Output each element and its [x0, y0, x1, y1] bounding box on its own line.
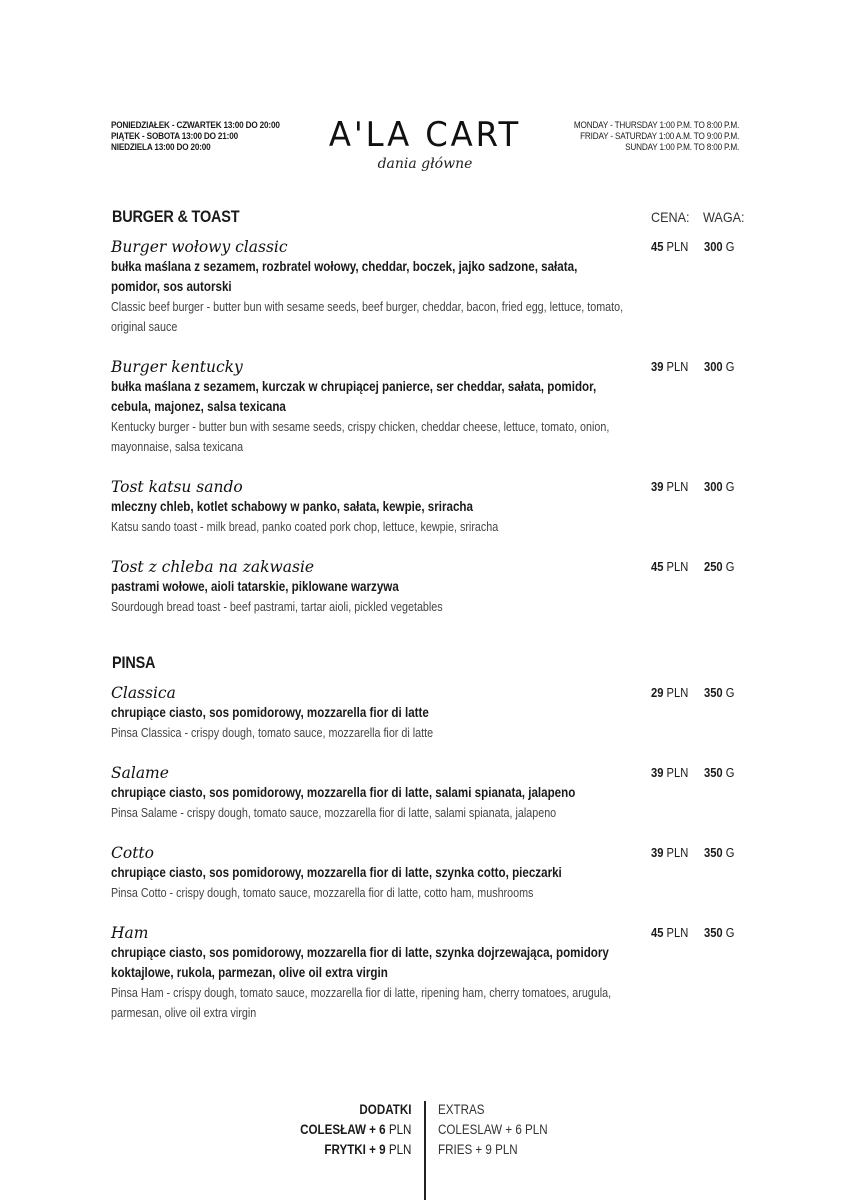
item-description-pl: bułka maślana z sezamem, kurczak w chrupiącej panierce, ser cheddar, sałata, pomidor, cebula, majonez, salsa texicana [111, 379, 597, 414]
extras-title-pl: DODATKI [358, 1102, 411, 1117]
item-description-pl: mleczny chleb, kotlet schabowy w panko, sałata, kewpie, sriracha [111, 499, 473, 514]
hours-line: PIĄTEK - SOBOTA 13:00 DO 21:00 [111, 131, 238, 142]
extra-item: COLESLAW + 6 PLN [438, 1122, 548, 1137]
menu-item [111, 923, 631, 1023]
item-description-en: Classic beef burger - butter bun with sesame seeds, beef burger, cheddar, bacon, fried egg, lettuce, tomato, original sauce [111, 300, 624, 334]
item-weight: 350 G [704, 845, 735, 860]
menu-item [111, 357, 631, 457]
item-weight: 350 G [704, 925, 735, 940]
menu-item [111, 477, 631, 537]
opening-hours-pl [111, 120, 280, 153]
item-description-pl: chrupiące ciasto, sos pomidorowy, mozzarella fior di latte, szynka cotto, pieczarki [111, 865, 562, 880]
item-price: 39 PLN [651, 845, 689, 860]
extras-divider [424, 1101, 426, 1200]
item-price: 45 PLN [651, 925, 689, 940]
extra-item: COLESŁAW + 6 PLN [299, 1122, 411, 1137]
item-weight: 300 G [704, 359, 735, 374]
menu-item [111, 557, 631, 617]
item-description-en: Sourdough bread toast - beef pastrami, tartar aioli, pickled vegetables [111, 600, 443, 614]
menu-subtitle: dania główne [377, 156, 473, 172]
item-name: Burger kentucky [111, 358, 243, 376]
logo: A'LA CART [328, 115, 522, 155]
item-price: 45 PLN [651, 239, 689, 254]
hours-line: PONIEDZIAŁEK - CZWARTEK 13:00 DO 20:00 [111, 120, 280, 131]
item-name: Ham [111, 924, 149, 942]
item-description-en: Pinsa Salame - crispy dough, tomato sauce, mozzarella fior di latte, salami spianata, jalapeno [111, 806, 557, 820]
menu-item [111, 683, 631, 743]
item-description-pl: chrupiące ciasto, sos pomidorowy, mozzarella fior di latte, salami spianata, jalapeno [111, 785, 576, 800]
item-price: 29 PLN [651, 685, 689, 700]
price-column-header: CENA: [651, 209, 690, 225]
item-name: Burger wołowy classic [111, 238, 288, 256]
item-name: Cotto [111, 844, 154, 862]
menu-item [111, 843, 631, 903]
item-weight: 300 G [704, 239, 735, 254]
item-price: 39 PLN [651, 765, 689, 780]
item-name: Salame [111, 764, 169, 782]
item-description-pl: chrupiące ciasto, sos pomidorowy, mozzarella fior di latte [111, 705, 429, 720]
extra-item: FRYTKI + 9 PLN [323, 1142, 411, 1157]
item-price: 45 PLN [651, 559, 689, 574]
extras-title-en: EXTRAS [438, 1102, 485, 1117]
opening-hours-en [574, 120, 739, 153]
extras-en [438, 1100, 548, 1160]
section-title: BURGER & TOAST [112, 207, 240, 226]
hours-line: SUNDAY 1:00 P.M. TO 8:00 P.M. [624, 142, 739, 153]
hours-line: NIEDZIELA 13:00 DO 20:00 [111, 142, 211, 153]
item-weight: 350 G [704, 765, 735, 780]
item-description-en: Kentucky burger - butter bun with sesame seeds, crispy chicken, cheddar cheese, lettuce, tomato, onion, mayonnaise, salsa texicana [111, 420, 610, 454]
item-weight: 300 G [704, 479, 735, 494]
item-price: 39 PLN [651, 359, 689, 374]
hours-line: FRIDAY - SATURDAY 1:00 A.M. TO 9:00 P.M. [579, 131, 739, 142]
weight-column-header: WAGA: [703, 209, 745, 225]
menu-item [111, 763, 631, 823]
menu-item [111, 237, 631, 337]
item-description-en: Pinsa Cotto - crispy dough, tomato sauce, mozzarella fior di latte, cotto ham, mushrooms [111, 886, 534, 900]
item-description-en: Pinsa Classica - crispy dough, tomato sauce, mozzarella fior di latte [111, 726, 434, 740]
item-description-pl: bułka maślana z sezamem, rozbratel wołowy, cheddar, boczek, jajko sadzone, sałata, pomidor, sos autorski [111, 259, 578, 294]
item-description-en: Katsu sando toast - milk bread, panko coated pork chop, lettuce, kewpie, sriracha [111, 520, 499, 534]
hours-line: MONDAY - THURSDAY 1:00 P.M. TO 8:00 P.M. [573, 120, 739, 131]
item-description-pl: chrupiące ciasto, sos pomidorowy, mozzarella fior di latte, szynka dojrzewająca, pomidory koktajlowe, rukola, parmezan, olive oil extra virgin [111, 945, 609, 980]
item-name: Tost katsu sando [111, 478, 243, 496]
item-description-en: Pinsa Ham - crispy dough, tomato sauce, mozzarella fior di latte, ripening ham, cherry tomatoes, arugula, parmesan, olive oil extra virgin [111, 986, 612, 1020]
item-description-pl: pastrami wołowe, aioli tatarskie, piklowane warzywa [111, 579, 399, 594]
item-price: 39 PLN [651, 479, 689, 494]
extras-pl [300, 1100, 411, 1160]
item-weight: 350 G [704, 685, 735, 700]
extra-item: FRIES + 9 PLN [438, 1142, 518, 1157]
section-title: PINSA [112, 653, 156, 672]
item-weight: 250 G [704, 559, 735, 574]
item-name: Tost z chleba na zakwasie [111, 558, 315, 576]
item-name: Classica [111, 684, 176, 702]
